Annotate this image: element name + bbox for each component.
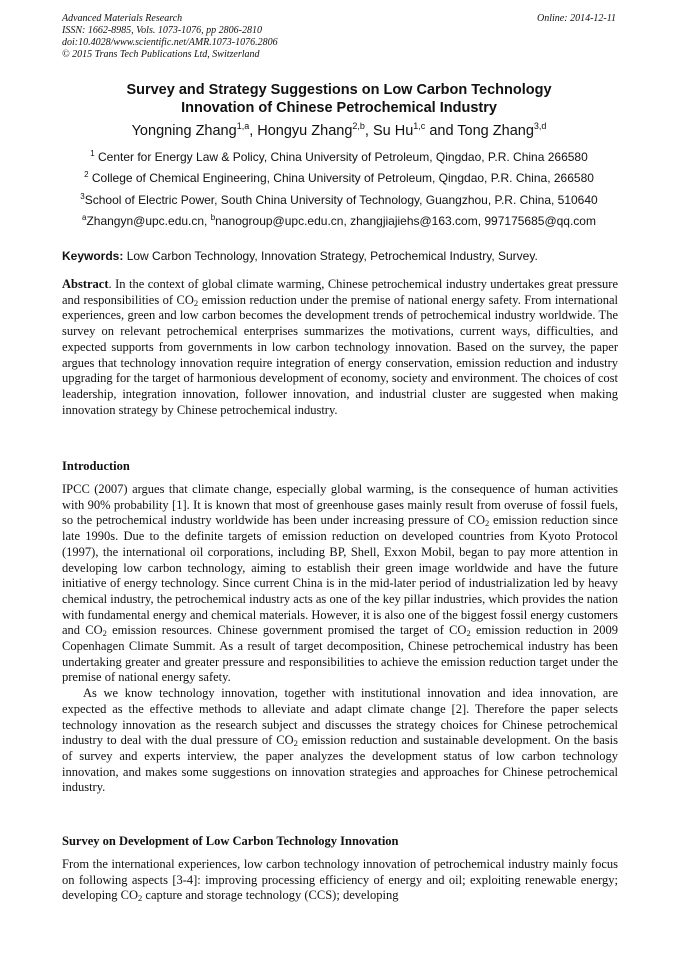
abstract: Abstract. In the context of global climate warming, Chinese petrochemical industry undertakes great pressure and responsibilities of $CO_2$ emission reduction under the premise of national energy safety. From international experiences, green and low carbon becomes the development trends of petrochemical industry worldwide. The survey on relevant petrochemical enterprises summarizes the motivations, current ways, difficulties, and expected supports from governments in low carbon technology innovation. Based on the survey, the paper argues that technology innovation require integration of energy conservation, emission reduction and industry upgrading for the target of harmonious development of economy, society and environment. The choices of cost leadership, integration innovation, follower innovation, and industrial cluster are suggested when making innovation strategy by Chinese petrochemical industry.: [62, 277, 618, 417]
affiliation-2: $^2$ College of Chemical Engineering, China University of Petroleum, Qingdao, P.R. China, 266580: [84, 170, 594, 185]
journal-name: Advanced Materials Research: [62, 13, 183, 24]
author-superscript: 2,b: [352, 121, 365, 131]
author-emails: $^a$Zhangyn@upc.edu.cn, $^b$nanogroup@upc.edu.cn, zhangjiajiehs@163.com, 997175685@qq.com: [82, 213, 596, 228]
author-superscript: 3,d: [533, 121, 547, 131]
keywords-text: Low Carbon Technology, Innovation Strategy, Petrochemical Industry, Survey.: [123, 249, 538, 263]
journal-header: [62, 13, 616, 61]
email-link[interactable]: nanogroup@upc.edu.cn, zhangjiajiehs@163.com, 997175685@qq.com: [215, 214, 596, 228]
issn-line: ISSN: 1662-8985, Vols. 1073-1076, pp 2806-2810: [62, 25, 262, 36]
author-separator: ,: [364, 123, 373, 139]
online-date: Online: 2014-12-11: [537, 13, 616, 24]
copyright-line: © 2015 Trans Tech Publications Ltd, Switzerland: [62, 49, 260, 60]
author-name: Hongyu Zhang: [257, 123, 353, 139]
author-separator: ,: [249, 123, 258, 139]
section-heading-survey: Survey on Development of Low Carbon Technology Innovation: [62, 834, 399, 848]
abstract-label: Abstract: [62, 277, 109, 291]
section-heading-introduction: Introduction: [62, 459, 130, 473]
author-superscript: 1,c: [413, 121, 426, 131]
title-line-2: Innovation of Chinese Petrochemical Industry: [181, 100, 497, 116]
author-separator: and: [425, 123, 458, 139]
author-superscript: 1,a: [236, 121, 250, 131]
paragraph: From the international experiences, low carbon technology innovation of petrochemical industry mainly focus on following aspects [3-4]: improving processing efficiency of energy and oil; exploiting renewable energy; developing $CO_2$ capture and storage technology (CCS); developing: [62, 857, 618, 904]
author-name: Tong Zhang: [457, 123, 534, 139]
affiliation-1: $^1$ Center for Energy Law & Policy, China University of Petroleum, Qingdao, P.R. China 266580: [90, 149, 588, 164]
affiliation-3: $^3$School of Electric Power, South China University of Technology, Guangzhou, P.R. China, 510640: [80, 192, 598, 207]
author-list: [40, 122, 638, 140]
introduction-body: [62, 482, 618, 796]
title-line-1: Survey and Strategy Suggestions on Low Carbon Technology: [126, 82, 552, 98]
doi-line: doi:10.4028/www.scientific.net/AMR.1073-1076.2806: [62, 37, 278, 48]
keywords-label: Keywords:: [62, 249, 124, 263]
paper-title: [40, 81, 638, 117]
email-link[interactable]: Zhangyn@upc.edu.cn,: [86, 214, 211, 228]
survey-body: [62, 857, 618, 904]
keywords: [62, 249, 618, 264]
author-name: Yongning Zhang: [131, 123, 237, 139]
paragraph: As we know technology innovation, together with institutional innovation and idea innovation, are expected as the effective methods to alleviate and adapt climate change [2]. Therefore the paper selects technology innovation as the research subject and discusses the strategy choices for Chinese petrochemical industry to deal with the dual pressure of $CO_2$ emission reduction and sustainable development. On the basis of survey and experts interview, the paper analyzes the development status of low carbon technology innovation, and makes some suggestions on innovation strategies and approaches for Chinese petrochemical industry.: [62, 686, 618, 795]
paragraph: IPCC (2007) argues that climate change, especially global warming, is the consequence of human activities with 90% probability [1]. It is known that most of greenhouse gases mainly result from overuse of fossil fuels, so the petrochemical industry worldwide has been under increasing pressure of $CO_2$ emission reduction since late 1990s. Due to the definite targets of emission reduction on developed countries from Kyoto Protocol (1997), the international oil corporations, including BP, Shell, Exxon Mobil, began to pay more attention in developing low carbon technology, aiming to establish their green image worldwide and have the future initiative of energy technology. Since current China is in the mid-later period of industrialization led by heavy chemical industry, the petrochemical industry acts as one of the key pillar industries, which provides the nation with fundamental energy and chemical materials. However, it is also one of the biggest fossil energy customers and $CO_2$ emission resources. Chinese government promised the target of $CO_2$ emission reduction in 2009 Copenhagen Climate Summit. As a result of target decomposition, Chinese petrochemical industry has been undertaking greater and greater pressure and responsibilities to achieve the emission reduction target under the premise of national energy safety.: [62, 482, 618, 685]
author-name: Su Hu: [372, 123, 414, 139]
